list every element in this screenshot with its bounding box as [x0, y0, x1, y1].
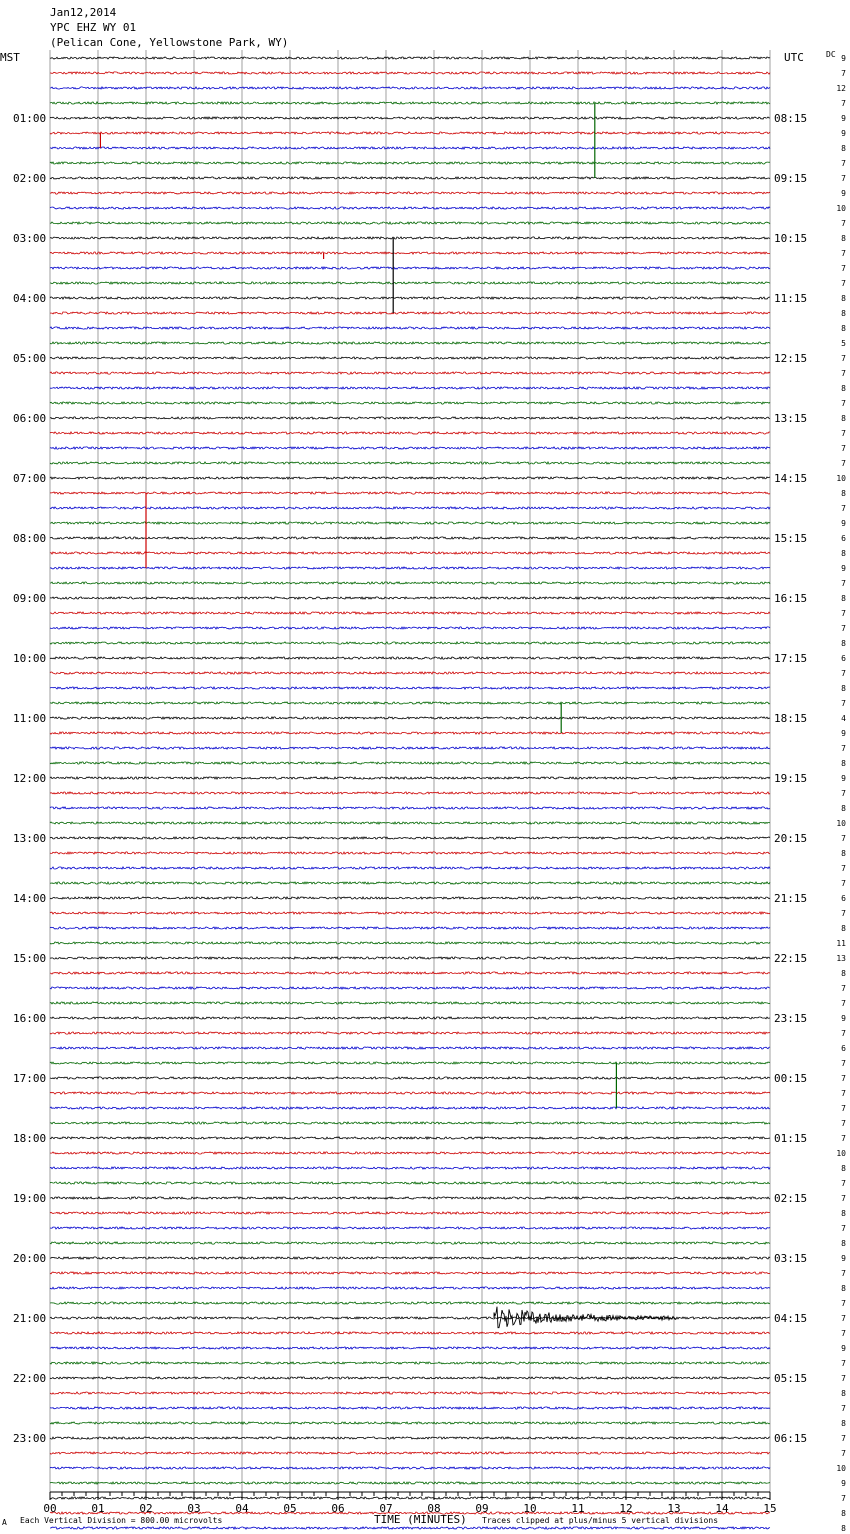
trace-row-81 [50, 1272, 770, 1274]
dc-value: 7 [841, 99, 846, 108]
x-tick-label: 08 [427, 1502, 441, 1515]
dc-value: 8 [841, 924, 846, 933]
trace-row-20 [50, 357, 770, 359]
trace-row-7 [50, 162, 770, 164]
trace-row-56 [50, 897, 770, 899]
dc-value: 9 [841, 54, 846, 63]
x-tick-label: 13 [667, 1502, 681, 1515]
trace-row-34 [50, 567, 770, 569]
x-axis [43, 1492, 776, 1515]
scale-glyph: A [2, 1518, 7, 1527]
dc-value: 7 [841, 1299, 846, 1308]
dc-value: 7 [841, 1404, 846, 1413]
utc-hour-label: 18:15 [774, 712, 808, 725]
dc-offset-values [836, 54, 846, 1534]
trace-row-85 [50, 1332, 770, 1334]
mst-hour-label: 18:00 [13, 1132, 47, 1145]
dc-value: 8 [841, 549, 846, 558]
dc-value: 9 [841, 1014, 846, 1023]
mst-hour-labels [13, 112, 46, 1445]
dc-value: 9 [841, 774, 846, 783]
dc-value: 7 [841, 999, 846, 1008]
trace-row-38 [50, 627, 770, 629]
trace-row-94 [50, 1467, 770, 1469]
dc-value: 9 [841, 1344, 846, 1353]
dc-value: 7 [841, 1074, 846, 1083]
x-tick-label: 12 [619, 1502, 633, 1515]
trace-row-75 [50, 1182, 770, 1184]
dc-value: 7 [841, 669, 846, 678]
trace-row-60 [50, 957, 770, 959]
trace-row-5 [50, 132, 770, 134]
dc-value: 7 [841, 624, 846, 633]
trace-row-16 [50, 297, 770, 299]
trace-row-25 [50, 432, 770, 434]
x-tick-label: 05 [283, 1502, 297, 1515]
trace-row-23 [50, 402, 770, 404]
trace-row-58 [50, 927, 770, 929]
utc-hour-label: 06:15 [774, 1432, 808, 1445]
dc-value: 7 [841, 444, 846, 453]
x-tick-label: 00 [43, 1502, 57, 1515]
trace-row-4 [50, 117, 770, 119]
dc-value: 7 [841, 609, 846, 618]
mst-hour-label: 16:00 [13, 1012, 47, 1025]
trace-row-72 [50, 1137, 770, 1139]
dc-value: 7 [841, 279, 846, 288]
x-tick-label: 01 [91, 1502, 105, 1515]
dc-value: 8 [841, 594, 846, 603]
dc-value: 7 [841, 1269, 846, 1278]
dc-value: 13 [836, 954, 846, 963]
dc-value: 10 [836, 1149, 846, 1158]
trace-row-2 [50, 87, 770, 89]
date-label: Jan12,2014 [50, 6, 117, 19]
trace-row-70 [50, 1107, 770, 1109]
mst-hour-label: 07:00 [13, 472, 47, 485]
dc-value: 7 [841, 1104, 846, 1113]
mst-hour-label: 15:00 [13, 952, 47, 965]
dc-value: 9 [841, 519, 846, 528]
utc-hour-label: 22:15 [774, 952, 808, 965]
trace-row-65 [50, 1032, 770, 1034]
x-tick-label: 06 [331, 1502, 345, 1515]
trace-row-28 [50, 477, 770, 479]
utc-hour-label: 15:15 [774, 532, 808, 545]
trace-row-8 [50, 177, 770, 179]
trace-row-89 [50, 1392, 770, 1394]
dc-value: 7 [841, 909, 846, 918]
dc-value: 8 [841, 1389, 846, 1398]
utc-hour-label: 10:15 [774, 232, 808, 245]
dc-value: 8 [841, 1164, 846, 1173]
trace-row-64 [50, 1017, 770, 1019]
dc-value: 7 [841, 1329, 846, 1338]
trace-row-61 [50, 972, 770, 974]
seismic-events [100, 103, 676, 1328]
trace-row-63 [50, 1002, 770, 1004]
mst-hour-label: 10:00 [13, 652, 47, 665]
mst-hour-label: 13:00 [13, 832, 47, 845]
dc-value: 7 [841, 159, 846, 168]
trace-row-12 [50, 237, 770, 239]
trace-row-66 [50, 1047, 770, 1049]
trace-row-76 [50, 1197, 770, 1199]
dc-value: 7 [841, 1314, 846, 1323]
dc-value: 9 [841, 564, 846, 573]
trace-row-73 [50, 1152, 770, 1154]
trace-row-91 [50, 1422, 770, 1424]
trace-row-77 [50, 1212, 770, 1214]
trace-row-0 [50, 57, 770, 59]
trace-row-57 [50, 912, 770, 914]
utc-hour-label: 17:15 [774, 652, 808, 665]
trace-row-11 [50, 222, 770, 224]
trace-row-27 [50, 462, 770, 464]
utc-hour-label: 14:15 [774, 472, 808, 485]
trace-row-86 [50, 1347, 770, 1349]
trace-row-45 [50, 732, 770, 734]
dc-value: 7 [841, 744, 846, 753]
dc-value: 6 [841, 534, 846, 543]
utc-hour-label: 03:15 [774, 1252, 808, 1265]
dc-value: 7 [841, 429, 846, 438]
mst-hour-label: 14:00 [13, 892, 47, 905]
trace-row-19 [50, 342, 770, 344]
trace-row-44 [50, 717, 770, 719]
dc-value: 8 [841, 1284, 846, 1293]
dc-value: 7 [841, 864, 846, 873]
x-tick-label: 15 [763, 1502, 777, 1515]
dc-value: 8 [841, 324, 846, 333]
utc-hour-label: 23:15 [774, 1012, 808, 1025]
trace-row-14 [50, 267, 770, 269]
utc-hour-label: 01:15 [774, 1132, 808, 1145]
mst-hour-label: 21:00 [13, 1312, 47, 1325]
trace-row-47 [50, 762, 770, 764]
utc-hour-label: 04:15 [774, 1312, 808, 1325]
mst-hour-label: 01:00 [13, 112, 47, 125]
utc-hour-label: 08:15 [774, 112, 808, 125]
trace-row-50 [50, 807, 770, 809]
dc-value: 8 [841, 234, 846, 243]
trace-row-17 [50, 312, 770, 314]
trace-row-93 [50, 1452, 770, 1454]
dc-value: 7 [841, 699, 846, 708]
dc-value: 9 [841, 729, 846, 738]
mst-hour-label: 04:00 [13, 292, 47, 305]
dc-value: 8 [841, 414, 846, 423]
trace-row-18 [50, 327, 770, 329]
x-tick-label: 11 [571, 1502, 585, 1515]
dc-value: 7 [841, 1494, 846, 1503]
mst-hour-label: 20:00 [13, 1252, 47, 1265]
left-timezone-label: MST [0, 51, 20, 64]
utc-hour-label: 13:15 [774, 412, 808, 425]
dc-value: 7 [841, 1134, 846, 1143]
right-timezone-label: UTC [784, 51, 804, 64]
trace-row-79 [50, 1242, 770, 1244]
dc-value: 7 [841, 984, 846, 993]
trace-row-82 [50, 1287, 770, 1289]
dc-value: 7 [841, 249, 846, 258]
x-tick-label: 10 [523, 1502, 537, 1515]
dc-value: 7 [841, 459, 846, 468]
mst-hour-label: 23:00 [13, 1432, 47, 1445]
dc-value: 5 [841, 339, 846, 348]
utc-hour-labels [774, 112, 807, 1445]
trace-row-6 [50, 147, 770, 149]
trace-row-96 [50, 1497, 770, 1499]
trace-row-49 [50, 792, 770, 794]
trace-row-88 [50, 1377, 770, 1379]
trace-row-22 [50, 387, 770, 389]
station-label: YPC EHZ WY 01 [50, 21, 137, 34]
dc-value: 7 [841, 219, 846, 228]
dc-value: 8 [841, 804, 846, 813]
trace-row-51 [50, 822, 770, 824]
dc-value: 7 [841, 1359, 846, 1368]
trace-row-67 [50, 1062, 770, 1064]
mst-hour-label: 05:00 [13, 352, 47, 365]
dc-value: 7 [841, 579, 846, 588]
dc-value: 8 [841, 1239, 846, 1248]
dc-value: 8 [841, 639, 846, 648]
trace-row-48 [50, 777, 770, 779]
trace-row-98 [50, 1527, 770, 1529]
dc-value: 6 [841, 1044, 846, 1053]
trace-row-42 [50, 687, 770, 689]
x-axis-title: TIME (MINUTES) [374, 1513, 467, 1526]
utc-hour-label: 19:15 [774, 772, 808, 785]
trace-row-53 [50, 852, 770, 854]
mst-hour-label: 02:00 [13, 172, 47, 185]
dc-value: 7 [841, 1434, 846, 1443]
minute-gridlines [50, 50, 770, 1492]
trace-row-74 [50, 1167, 770, 1169]
x-tick-label: 14 [715, 1502, 729, 1515]
x-tick-label: 09 [475, 1502, 489, 1515]
trace-row-71 [50, 1122, 770, 1124]
utc-hour-label: 20:15 [774, 832, 808, 845]
dc-value: 7 [841, 504, 846, 513]
dc-value: 8 [841, 969, 846, 978]
dc-value: 8 [841, 294, 846, 303]
trace-row-33 [50, 552, 770, 554]
dc-value: 7 [841, 1119, 846, 1128]
trace-row-41 [50, 672, 770, 674]
utc-hour-label: 11:15 [774, 292, 808, 305]
trace-row-15 [50, 282, 770, 284]
dc-value: 7 [841, 1059, 846, 1068]
trace-row-68 [50, 1077, 770, 1079]
trace-row-3 [50, 102, 770, 104]
dc-value: 7 [841, 879, 846, 888]
dc-value: 7 [841, 1029, 846, 1038]
dc-value: 8 [841, 849, 846, 858]
dc-value: 9 [841, 1254, 846, 1263]
utc-hour-label: 09:15 [774, 172, 808, 185]
utc-hour-label: 05:15 [774, 1372, 808, 1385]
trace-row-39 [50, 642, 770, 644]
scale-note: Each Vertical Division = 800.00 microvolts [20, 1516, 223, 1525]
dc-value: 7 [841, 1224, 846, 1233]
utc-hour-label: 12:15 [774, 352, 808, 365]
location-label: (Pelican Cone, Yellowstone Park, WY) [50, 36, 289, 49]
trace-row-24 [50, 417, 770, 419]
trace-row-9 [50, 192, 770, 194]
trace-row-26 [50, 447, 770, 449]
mst-hour-label: 03:00 [13, 232, 47, 245]
dc-value: 7 [841, 1449, 846, 1458]
dc-value: 4 [841, 714, 846, 723]
mst-hour-label: 11:00 [13, 712, 47, 725]
dc-value: 11 [836, 939, 846, 948]
trace-row-43 [50, 702, 770, 704]
dc-value: 7 [841, 354, 846, 363]
trace-row-54 [50, 867, 770, 869]
dc-value: 12 [836, 84, 846, 93]
mst-hour-label: 22:00 [13, 1372, 47, 1385]
mst-hour-label: 19:00 [13, 1192, 47, 1205]
dc-value: 8 [841, 1419, 846, 1428]
dc-value: 6 [841, 894, 846, 903]
dc-value: 7 [841, 1179, 846, 1188]
dc-value: 8 [841, 1524, 846, 1533]
dc-value: 7 [841, 1194, 846, 1203]
trace-row-92 [50, 1437, 770, 1439]
dc-value: 10 [836, 204, 846, 213]
trace-row-78 [50, 1227, 770, 1229]
dc-value: 10 [836, 474, 846, 483]
trace-row-1 [50, 72, 770, 74]
dc-value: 7 [841, 1374, 846, 1383]
x-tick-label: 07 [379, 1502, 393, 1515]
mst-hour-label: 06:00 [13, 412, 47, 425]
x-tick-label: 04 [235, 1502, 249, 1515]
trace-row-30 [50, 507, 770, 509]
trace-row-40 [50, 657, 770, 659]
mst-hour-label: 12:00 [13, 772, 47, 785]
dc-value: 8 [841, 684, 846, 693]
seismic-traces [50, 57, 770, 1534]
dc-value: 7 [841, 369, 846, 378]
trace-row-36 [50, 597, 770, 599]
dc-value: 9 [841, 1479, 846, 1488]
dc-value: 8 [841, 384, 846, 393]
dc-value: 9 [841, 189, 846, 198]
dc-value: 7 [841, 174, 846, 183]
trace-row-35 [50, 582, 770, 584]
dc-value: 10 [836, 819, 846, 828]
trace-row-55 [50, 882, 770, 884]
dc-value: 7 [841, 264, 846, 273]
mst-hour-label: 09:00 [13, 592, 47, 605]
mst-hour-label: 08:00 [13, 532, 47, 545]
trace-row-29 [50, 492, 770, 494]
trace-row-10 [50, 207, 770, 209]
trace-row-31 [50, 522, 770, 524]
clip-note: Traces clipped at plus/minus 5 vertical divisions [482, 1516, 719, 1525]
trace-row-62 [50, 987, 770, 989]
trace-row-90 [50, 1407, 770, 1409]
dc-value: 7 [841, 789, 846, 798]
trace-row-83 [50, 1302, 770, 1304]
dc-value: 7 [841, 834, 846, 843]
dc-value: 7 [841, 1089, 846, 1098]
x-tick-label: 03 [187, 1502, 201, 1515]
utc-hour-label: 00:15 [774, 1072, 808, 1085]
dc-value: 7 [841, 399, 846, 408]
dc-value: 8 [841, 1209, 846, 1218]
trace-row-95 [50, 1482, 770, 1484]
trace-row-21 [50, 372, 770, 374]
dc-value: 8 [841, 1509, 846, 1518]
trace-row-32 [50, 537, 770, 539]
x-tick-label: 02 [139, 1502, 153, 1515]
dc-value: 9 [841, 114, 846, 123]
mst-hour-label: 17:00 [13, 1072, 47, 1085]
trace-row-52 [50, 837, 770, 839]
dc-label: DC [826, 50, 836, 59]
trace-row-69 [50, 1092, 770, 1094]
dc-value: 8 [841, 759, 846, 768]
utc-hour-label: 02:15 [774, 1192, 808, 1205]
utc-hour-label: 21:15 [774, 892, 808, 905]
trace-row-37 [50, 612, 770, 614]
trace-row-13 [50, 252, 770, 254]
utc-hour-label: 16:15 [774, 592, 808, 605]
trace-row-59 [50, 942, 770, 944]
dc-value: 9 [841, 129, 846, 138]
dc-value: 8 [841, 144, 846, 153]
dc-value: 8 [841, 309, 846, 318]
trace-row-80 [50, 1257, 770, 1259]
trace-row-46 [50, 747, 770, 749]
dc-value: 10 [836, 1464, 846, 1473]
dc-value: 6 [841, 654, 846, 663]
dc-value: 8 [841, 489, 846, 498]
dc-value: 7 [841, 69, 846, 78]
trace-row-87 [50, 1362, 770, 1364]
